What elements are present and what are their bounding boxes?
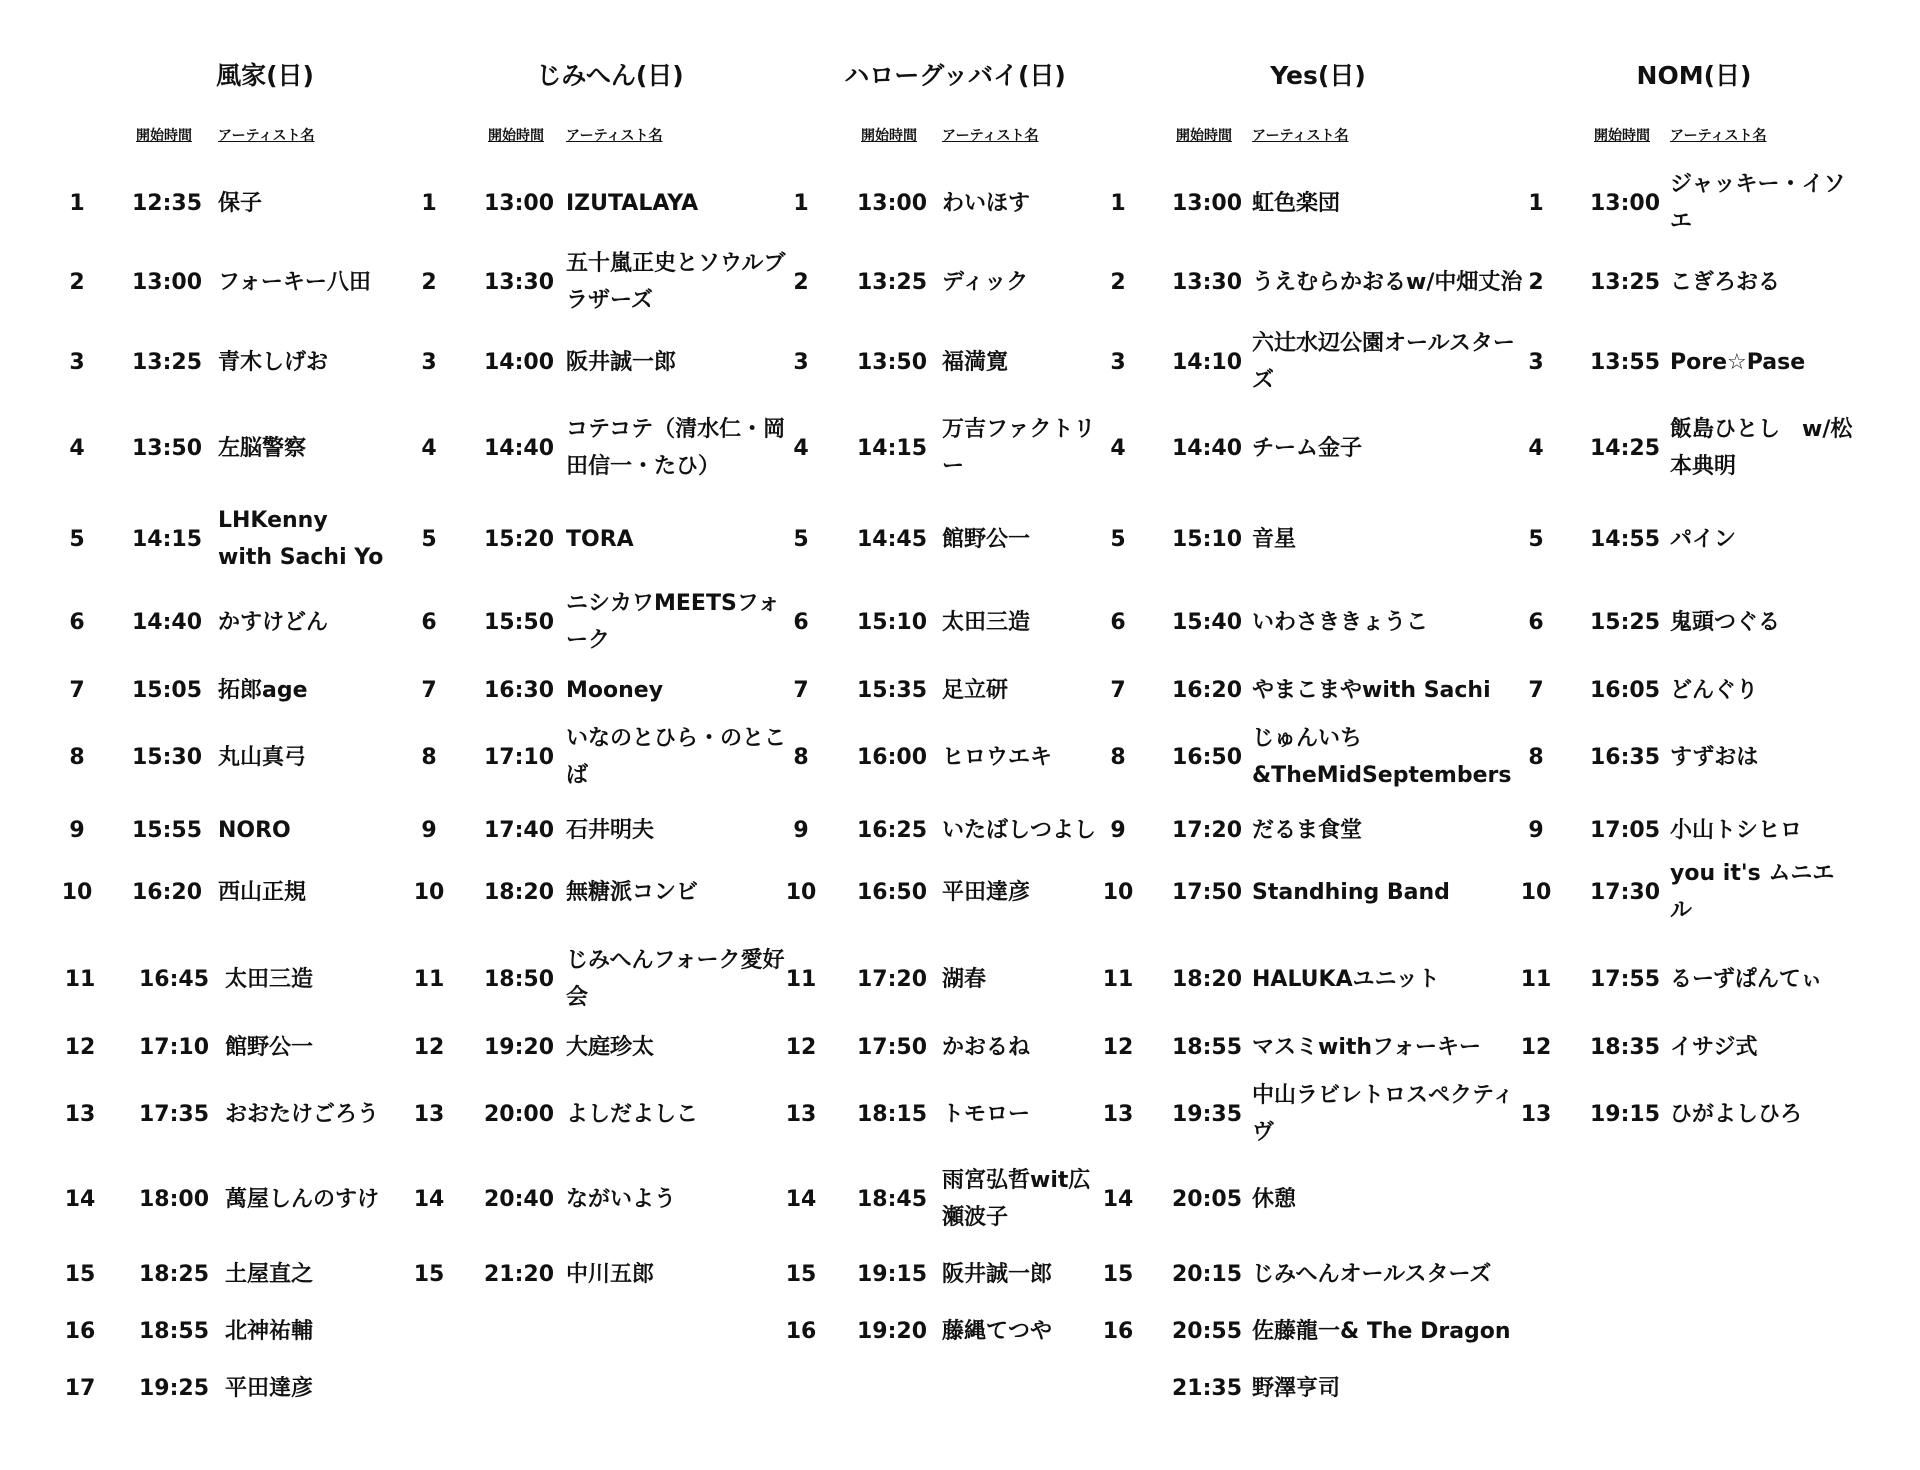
start-time: 13:25 [1590,270,1661,295]
artist-name: 中川五郎 [566,1261,655,1287]
start-time: 13:30 [1172,270,1243,295]
start-time: 14:55 [1590,527,1661,552]
header-start-time: 開始時間 [488,128,544,144]
slot-number: 2 [421,270,437,295]
slot-number: 13 [1520,1102,1552,1127]
artist-name: わいほす [942,190,1031,216]
slot-number: 12 [1102,1035,1134,1060]
start-time: 15:10 [1172,527,1243,552]
start-time: 15:25 [1590,610,1661,635]
start-time: 14:00 [484,350,555,375]
start-time: 16:20 [132,880,203,905]
artist-name: じゅんいち&TheMidSeptembers [1252,726,1512,788]
artist-name: よしだよしこ [566,1101,699,1127]
slot-number: 10 [785,880,817,905]
slot-number: 11 [1520,967,1552,992]
artist-name: 石井明夫 [566,817,655,843]
artist-name: ニシカワMEETSフォーク [566,591,780,653]
artist-name: 佐藤龍一& The Dragon [1252,1318,1511,1344]
slot-number: 5 [421,527,437,552]
slot-number: 3 [1528,350,1544,375]
start-time: 15:55 [132,818,203,843]
start-time: 17:05 [1590,818,1661,843]
start-time: 16:20 [1172,678,1243,703]
header-artist-name: アーティスト名 [1252,128,1349,144]
artist-name: 土屋直之 [225,1261,314,1287]
venue-title: Yes(日) [1270,61,1366,90]
slot-number: 4 [1528,436,1544,461]
artist-name: NORO [218,817,291,843]
slot-number: 7 [421,678,437,703]
slot-number: 12 [413,1035,445,1060]
artist-name: 無糖派コンビ [566,879,699,905]
artist-name: パイン [1670,526,1737,552]
artist-name: 万吉ファクトリー [942,417,1096,479]
artist-name: 平田達彦 [225,1375,314,1401]
slot-number: 13 [785,1102,817,1127]
start-time: 19:35 [1172,1102,1243,1127]
artist-name: だるま食堂 [1252,817,1363,843]
slot-number: 10 [1520,880,1552,905]
slot-number: 7 [1110,678,1126,703]
start-time: 16:25 [857,818,928,843]
start-time: 18:25 [139,1262,210,1287]
start-time: 13:00 [484,191,555,216]
start-time: 18:35 [1590,1035,1661,1060]
artist-name: 萬屋しんのすけ [225,1186,380,1212]
start-time: 17:50 [1172,880,1243,905]
start-time: 14:15 [857,436,928,461]
slot-number: 1 [1528,191,1544,216]
slot-number: 14 [785,1187,817,1212]
slot-number: 3 [793,350,809,375]
start-time: 13:25 [857,270,928,295]
start-time: 14:40 [132,610,203,635]
venue-title: NOM(日) [1636,61,1752,90]
artist-name: LHKenny with Sachi Yo [218,508,384,570]
artist-name: るーずぱんてぃ [1670,966,1823,992]
start-time: 15:20 [484,527,555,552]
artist-name: 西山正規 [218,879,307,905]
start-time: 20:00 [484,1102,555,1127]
slot-number: 9 [69,818,85,843]
artist-name: 湖春 [942,966,987,992]
slot-number: 6 [1528,610,1544,635]
artist-name: 保子 [218,190,263,216]
start-time: 18:00 [139,1187,210,1212]
start-time: 21:20 [484,1262,555,1287]
slot-number: 11 [413,967,445,992]
artist-name: トモロー [942,1101,1031,1127]
slot-number: 13 [413,1102,445,1127]
slot-number: 8 [421,745,437,770]
artist-name: いわさききょうこ [1252,609,1429,635]
artist-name: Mooney [566,677,664,703]
start-time: 15:35 [857,678,928,703]
slot-number: 13 [64,1102,96,1127]
start-time: 20:40 [484,1187,555,1212]
start-time: 17:10 [139,1035,210,1060]
start-time: 14:40 [484,436,555,461]
header-artist-name: アーティスト名 [1670,128,1767,144]
artist-name: 福満寛 [942,349,1009,375]
start-time: 14:25 [1590,436,1661,461]
start-time: 17:10 [484,745,555,770]
slot-number: 1 [69,191,85,216]
slot-number: 2 [1110,270,1126,295]
start-time: 13:50 [132,436,203,461]
start-time: 17:20 [1172,818,1243,843]
slot-number: 15 [413,1262,445,1287]
slot-number: 5 [1110,527,1126,552]
artist-name: イサジ式 [1670,1034,1758,1060]
start-time: 13:55 [1590,350,1661,375]
artist-name: 青木しげお [218,349,329,375]
start-time: 13:00 [1172,191,1243,216]
artist-name: コテコテ（清水仁・岡田信一・たひ） [566,417,786,479]
artist-name: Pore☆Pase [1670,349,1806,375]
slot-number: 3 [69,350,85,375]
start-time: 17:55 [1590,967,1661,992]
start-time: 19:25 [139,1376,210,1401]
artist-name: フォーキー八田 [218,269,371,295]
header-artist-name: アーティスト名 [566,128,663,144]
artist-name: ながいよう [566,1186,677,1212]
start-time: 20:55 [1172,1319,1243,1344]
start-time: 12:35 [132,191,203,216]
slot-number: 12 [64,1035,96,1060]
start-time: 18:20 [1172,967,1243,992]
artist-name: ひがよしひろ [1670,1101,1803,1127]
slot-number: 16 [64,1319,96,1344]
slot-number: 17 [64,1376,96,1401]
artist-name: 雨宮弘哲wit広瀬波子 [942,1168,1091,1230]
start-time: 16:35 [1590,745,1661,770]
slot-number: 8 [793,745,809,770]
start-time: 17:20 [857,967,928,992]
venue-title: ハローグッバイ(日) [844,61,1066,90]
artist-name: 休憩 [1252,1186,1297,1212]
start-time: 16:30 [484,678,555,703]
start-time: 19:15 [857,1262,928,1287]
artist-name: IZUTALAYA [566,190,699,216]
start-time: 17:30 [1590,880,1661,905]
artist-name: 平田達彦 [942,879,1031,905]
venue-title: 風家(日) [216,61,314,90]
slot-number: 10 [1102,880,1134,905]
slot-number: 9 [1110,818,1126,843]
artist-name: you it's ムニエル [1670,861,1835,923]
artist-name: 小山トシヒロ [1670,817,1803,843]
start-time: 15:50 [484,610,555,635]
start-time: 13:50 [857,350,928,375]
slot-number: 6 [1110,610,1126,635]
slot-number: 2 [69,270,85,295]
artist-name: ディック [942,269,1029,295]
slot-number: 4 [793,436,809,461]
start-time: 18:55 [1172,1035,1243,1060]
artist-name: ヒロウエキ [942,744,1053,770]
artist-name: ジャッキー・イソエ [1670,172,1846,234]
artist-name: じみへんフォーク愛好会 [566,948,785,1010]
slot-number: 5 [69,527,85,552]
start-time: 14:45 [857,527,928,552]
artist-name: じみへんオールスターズ [1252,1261,1492,1287]
slot-number: 14 [413,1187,445,1212]
artist-name: すずおは [1670,744,1759,770]
start-time: 16:50 [857,880,928,905]
slot-number: 1 [1110,191,1126,216]
start-time: 14:15 [132,527,203,552]
artist-name: 音星 [1252,526,1297,552]
start-time: 15:10 [857,610,928,635]
artist-name: Standhing Band [1252,879,1450,905]
header-artist-name: アーティスト名 [942,128,1039,144]
artist-name: 中山ラビレトロスペクティヴ [1252,1083,1515,1145]
start-time: 15:40 [1172,610,1243,635]
start-time: 19:20 [484,1035,555,1060]
header-start-time: 開始時間 [136,128,192,144]
start-time: 20:15 [1172,1262,1243,1287]
slot-number: 11 [1102,967,1134,992]
slot-number: 16 [785,1319,817,1344]
slot-number: 10 [413,880,445,905]
start-time: 13:00 [857,191,928,216]
slot-number: 7 [69,678,85,703]
slot-number: 9 [421,818,437,843]
slot-number: 12 [1520,1035,1552,1060]
slot-number: 8 [1110,745,1126,770]
artist-name: 鬼頭つぐる [1670,609,1781,635]
header-start-time: 開始時間 [1594,128,1650,144]
start-time: 16:50 [1172,745,1243,770]
slot-number: 15 [64,1262,96,1287]
artist-name: 飯島ひとし w/松本典明 [1670,417,1853,479]
slot-number: 16 [1102,1319,1134,1344]
venue-title: じみへん(日) [536,61,684,90]
start-time: 18:20 [484,880,555,905]
slot-number: 14 [1102,1187,1134,1212]
slot-number: 12 [785,1035,817,1060]
start-time: 15:30 [132,745,203,770]
slot-number: 10 [61,880,93,905]
artist-name: 大庭珍太 [566,1034,655,1060]
artist-name: こぎろおる [1670,269,1781,295]
artist-name: 阪井誠一郎 [942,1261,1053,1287]
artist-name: いなのとひら・のとこば [566,726,787,788]
start-time: 13:30 [484,270,555,295]
start-time: 21:35 [1172,1376,1243,1401]
slot-number: 6 [793,610,809,635]
artist-name: 拓郎age [218,677,308,703]
slot-number: 5 [1528,527,1544,552]
artist-name: うえむらかおるw/中畑丈治 [1252,269,1523,295]
artist-name: HALUKAユニット [1252,966,1440,992]
artist-name: 藤縄てつや [942,1318,1053,1344]
artist-name: 野澤亨司 [1252,1375,1341,1401]
slot-number: 6 [69,610,85,635]
artist-name: 虹色楽団 [1252,190,1341,216]
start-time: 19:15 [1590,1102,1661,1127]
artist-name: いたばしつよし [942,817,1097,843]
slot-number: 14 [64,1187,96,1212]
slot-number: 6 [421,610,437,635]
artist-name: 足立研 [942,677,1009,703]
start-time: 20:05 [1172,1187,1243,1212]
artist-name: 阪井誠一郎 [566,349,677,375]
start-time: 16:00 [857,745,928,770]
slot-number: 9 [1528,818,1544,843]
slot-number: 3 [1110,350,1126,375]
slot-number: 13 [1102,1102,1134,1127]
start-time: 13:25 [132,350,203,375]
slot-number: 7 [1528,678,1544,703]
start-time: 17:40 [484,818,555,843]
artist-name: 五十嵐正史とソウルブラザーズ [566,251,786,313]
artist-name: マスミwithフォーキー [1252,1034,1481,1060]
start-time: 19:20 [857,1319,928,1344]
artist-name: 館野公一 [942,526,1031,552]
slot-number: 5 [793,527,809,552]
slot-number: 4 [421,436,437,461]
artist-name: 太田三造 [225,966,314,992]
slot-number: 4 [69,436,85,461]
slot-number: 3 [421,350,437,375]
artist-name: かおるね [942,1034,1031,1060]
slot-number: 1 [793,191,809,216]
slot-number: 8 [69,745,85,770]
header-start-time: 開始時間 [1176,128,1232,144]
start-time: 16:05 [1590,678,1661,703]
artist-name: 北神祐輔 [225,1318,314,1344]
slot-number: 15 [1102,1262,1134,1287]
slot-number: 4 [1110,436,1126,461]
artist-name: 丸山真弓 [218,744,307,770]
start-time: 17:35 [139,1102,210,1127]
slot-number: 2 [793,270,809,295]
slot-number: 9 [793,818,809,843]
slot-number: 2 [1528,270,1544,295]
start-time: 18:55 [139,1319,210,1344]
slot-number: 11 [785,967,817,992]
start-time: 18:50 [484,967,555,992]
slot-number: 1 [421,191,437,216]
artist-name: おおたけごろう [225,1101,380,1127]
start-time: 17:50 [857,1035,928,1060]
header-start-time: 開始時間 [861,128,917,144]
artist-name: 太田三造 [942,609,1031,635]
start-time: 18:45 [857,1187,928,1212]
start-time: 18:15 [857,1102,928,1127]
start-time: 14:10 [1172,350,1243,375]
slot-number: 8 [1528,745,1544,770]
artist-name: かすけどん [218,609,329,635]
start-time: 15:05 [132,678,203,703]
start-time: 13:00 [1590,191,1661,216]
artist-name: 館野公一 [225,1034,314,1060]
artist-name: どんぐり [1670,677,1759,703]
start-time: 14:40 [1172,436,1243,461]
start-time: 16:45 [139,967,210,992]
artist-name: 六辻水辺公園オールスターズ [1252,331,1515,393]
slot-number: 11 [64,967,96,992]
artist-name: TORA [566,526,634,552]
artist-name: チーム金子 [1252,435,1363,461]
slot-number: 7 [793,678,809,703]
header-artist-name: アーティスト名 [218,128,315,144]
slot-number: 15 [785,1262,817,1287]
artist-name: やまこまやwith Sachi [1252,677,1491,703]
start-time: 13:00 [132,270,203,295]
artist-name: 左脳警察 [218,435,307,461]
